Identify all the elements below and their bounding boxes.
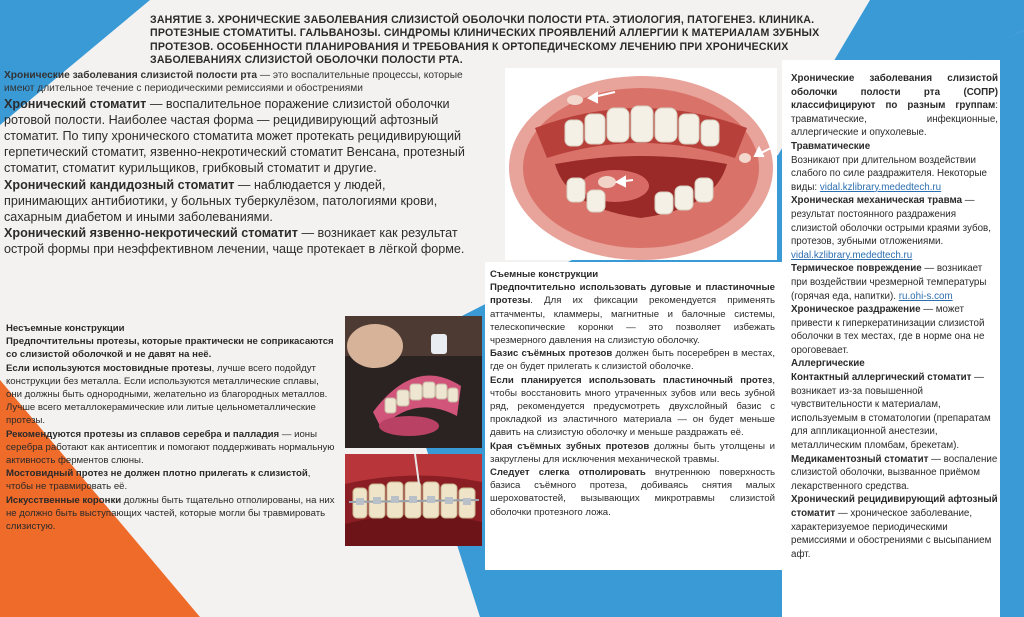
polish-paragraph: Следует слегка отполировать внутреннюю поверхность базиса съёмного протеза, добиваясь снятия малых шероховатостей, вызывающих микротравмы слизистой оболочки протезного ложа. (490, 467, 775, 518)
silver-paragraph: Рекомендуются протезы из сплавов серебра и палладия — ионы серебра работают как антисептик и помогают поддерживать нормальную активность ферментов слюны. (6, 428, 335, 467)
source-link[interactable]: vidal.kzlibrary.mededtech.ru (819, 181, 942, 193)
ulcer-paragraph: Хронический язвенно-некротический стоматит — возникает как результат острой формы при неэффективном лечении, чаще протекает в лёгкой форме. (4, 226, 465, 257)
plate-paragraph: Если планируется использовать пластиночный протез, чтобы восстановить много утраченных зубов или весь зубной ряд, рекомендуется предусмотреть двухслойный базис с прокладкой из эластичного материала — он будет меньше давить на слизистую оболочку и меньше раздражать её. (490, 374, 775, 439)
term: Хронические заболевания слизистой полости рта (4, 70, 258, 81)
source-link[interactable]: vidal.kzlibrary.mededtech.ru (791, 249, 913, 261)
arch-prostheses-paragraph: Предпочтительно использовать дуговые и пластиночные протезы. Для их фиксации рекомендуется применять аттачменты, кламмеры, магнитные и балочные системы, телескопические коронки — это позволяет избежать чрезмерного давления на слизистую оболочку. (490, 282, 775, 347)
section-heading: Несъемные конструкции (6, 323, 125, 334)
basis-paragraph: Базис съёмных протезов должен быть посеребрен в местах, где он будет прилегать к слизистой оболочке. (490, 348, 775, 373)
stomatitis-paragraph: Хронический стоматит — воспалительное поражение слизистой оболочки ротовой полости. Наиболее частая форма — рецидивирующий афтозный стоматит. По типу хронического стоматита может протекать рецидивирующий герпетический стоматит, язвенно-некротический стоматит Венсана, протезный стоматит, стоматит курильщиков, грибковый стоматит и другие. (4, 96, 465, 176)
denture-photo (345, 316, 482, 448)
classification-paragraph: Хронические заболевания слизистой оболочки полости рта (СОПР) классифицируют по разным группам: травматические, инфекционные, аллергические и опухолевые. (791, 73, 998, 139)
thermal-paragraph: Термическое повреждение — возникает при воздействии чрезмерной температуры (горячая еда, напитки). ru.ohi-s.com (791, 263, 987, 302)
medication-paragraph: Медикаментозный стоматит — воспаление слизистой оболочки, вызванное приёмом лекарственного средства. (791, 453, 998, 492)
crowns-paragraph: Искусственные коронки должны быть тщательно отполированы, на них не должно быть выступающих частей, которые могли бы травмировать слизистую. (6, 494, 335, 533)
term: Хронический язвенно-некротический стоматит (4, 226, 298, 241)
allergy-heading: Аллергические (791, 358, 865, 370)
section-subheading: Предпочтительны протезы, которые практически не соприкасаются со слизистой оболочкой и не давят на неё. (6, 336, 334, 361)
bridges-paragraph: Если используются мостовидные протезы, лучше всего подойдут конструкции без металла. Если используются металлические сплавы, они должны быть однородными, желательно из благородных металлов. Лучше всего металлокерамические или литые цельнометаллические протезы. (6, 362, 328, 427)
braces-photo (345, 454, 482, 546)
contact-paragraph: Контактный аллергический стоматит — возникает из-за повышенной чувствительности к материалам, используемым в стоматологии (препаратам для аппликационной анестезии, металлическим пломбам, брекетам). (791, 372, 991, 452)
definition-paragraph: Хронические заболевания слизистой полости рта — это воспалительные процессы, которые имеют длительное течение с периодическими ремиссиями и обострениями (4, 70, 463, 94)
left-column (4, 70, 470, 258)
fixed-constructions (6, 322, 336, 533)
bridge-fit-paragraph: Мостовидный протез не должен плотно прилегать к слизистой, чтобы не травмировать её. (6, 468, 311, 493)
irritation-paragraph: Хроническое раздражение — может привести к гиперкератинизации слизистой оболочки в тех местах, где в норме она не ороговевает. (791, 304, 985, 356)
source-link[interactable]: ru.ohi-s.com (898, 290, 953, 302)
candida-paragraph: Хронический кандидозный стоматит — наблюдается у людей, принимающих антибиотики, у больных туберкулёзом, патологиями крови, сахарным диабетом и иными заболеваниями. (4, 177, 438, 225)
term: Хронический стоматит (4, 96, 147, 111)
mouth-ulcers-photo (505, 68, 777, 260)
removable-constructions (490, 268, 775, 519)
section-heading: Съемные конструкции (490, 269, 599, 280)
recurrent-paragraph: Хронический рецидивирующий афтозный стоматит — хроническое заболевание, характеризуемое периодическими ремиссиями и обострениями с высыпанием афт. (791, 494, 998, 560)
page-title: ЗАНЯТИЕ 3. ХРОНИЧЕСКИЕ ЗАБОЛЕВАНИЯ СЛИЗИСТОЙ ОБОЛОЧКИ ПОЛОСТИ РТА. ЭТИОЛОГИЯ, ПАТОГЕНЕЗ. КЛИНИКА. ПРОТЕЗНЫЕ СТОМАТИТЫ. ГАЛЬВАНОЗЫ. СИНДРОМЫ КЛИНИЧЕСКИХ ПРОЯВЛЕНИЙ АЛЛЕРГИИ К МАТЕРИАЛАМ ЗУБНЫХ ПРОТЕЗОВ. ОСОБЕННОСТИ ПЛАНИРОВАНИЯ И ТРЕБОВАНИЯ К ОРТОПЕДИЧЕСКОМУ ЛЕЧЕНИЮ ПРИ ХРОНИЧЕСКИХ ЗАБОЛЕВАНИЯХ СЛИЗИСТОЙ ОБОЛОЧКИ ПОЛОСТИ РТА. (150, 14, 820, 67)
mechanical-paragraph: Хроническая механическая травма — результат постоянного раздражения слизистой оболочки острыми краями зубов, протезов, зубными отложениями. vidal.kzlibrary.mededtech.ru (791, 195, 991, 261)
trauma-paragraph: Возникают при длительном воздействии слабого по силе раздражителя. Некоторые виды: vidal.kzlibrary.mededtech.ru (791, 154, 987, 193)
trauma-heading: Травматические (791, 140, 871, 152)
classification-column (791, 72, 998, 561)
term: Хронический кандидозный стоматит (4, 177, 235, 192)
edges-paragraph: Края съёмных зубных протезов должны быть утолщены и закруглены для исключения механической травмы. (490, 440, 775, 465)
